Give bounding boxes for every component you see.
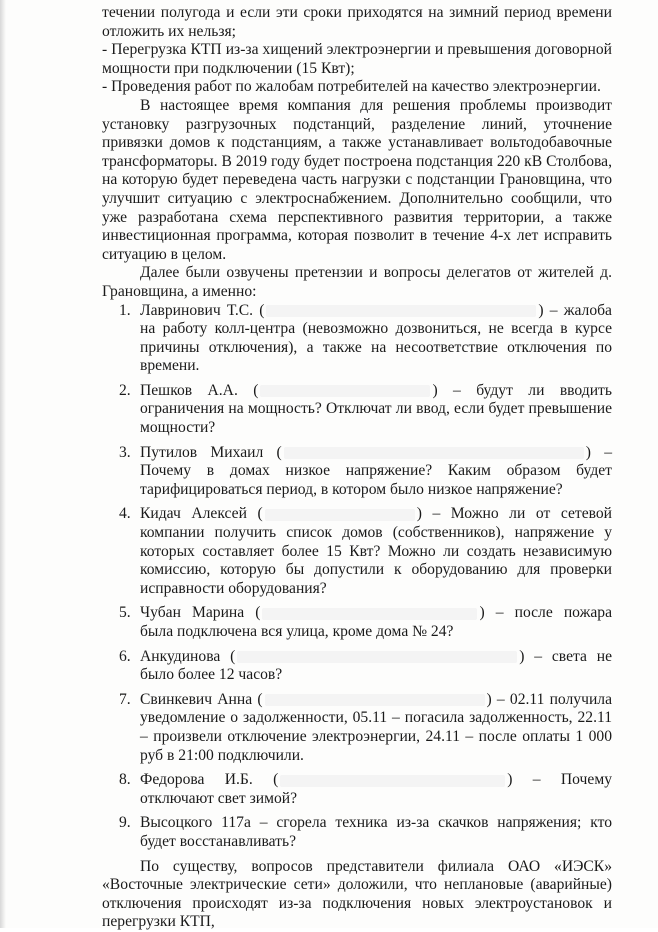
- redacted-region: [265, 509, 415, 521]
- delegate-questions-list: [102, 302, 612, 852]
- paragraph: - Перегрузка КТП из-за хищений электроэнергии и превышения договорной мощности при подключении (15 Квт);: [102, 41, 612, 77]
- list-item: [102, 382, 612, 438]
- paragraph: Далее были озвучены претензии и вопросы делегатов от жителей д. Грановщина, а именно:: [102, 264, 612, 300]
- item-number: 1.: [119, 301, 131, 319]
- item-number: 7.: [119, 690, 131, 708]
- item-number: 6.: [119, 647, 131, 665]
- list-item: [102, 648, 612, 685]
- item-text: уведомление о задолженности, 05.11 – погасила задолженность, 22.11 – произвели отключение электроэнергии, 24.11 – после оплаты 1 000 руб в 21:00 подключили.: [140, 709, 612, 764]
- item-name: Свинкевич Анна (: [140, 690, 263, 708]
- document-body: [102, 4, 612, 932]
- redacted-region: [265, 694, 485, 706]
- redacted-region: [237, 651, 517, 663]
- item-close: ) – жалоба: [538, 301, 612, 319]
- item-name: Анкудинова (: [140, 647, 236, 665]
- item-number: 4.: [119, 505, 131, 523]
- redacted-region: [262, 608, 477, 620]
- item-text: на работу колл-центра (невозможно дозвониться, не всегда в курсе причины отключения), а также на несоответствие отключения по времени.: [140, 320, 612, 375]
- paragraph: По существу, вопросов представители филиала ОАО «ИЭСК» «Восточные электрические сети» доложили, что неплановые (аварийные) отключения происходят из-за подключения новых электроустановок и перегрузки КТП,: [102, 857, 612, 931]
- item-name: Кидач Алексей (: [140, 505, 263, 523]
- redacted-region: [280, 775, 505, 787]
- item-text: свет зимой?: [217, 789, 298, 807]
- item-name: Федорова И.Б. (: [140, 771, 279, 789]
- item-number: 3.: [119, 443, 131, 461]
- list-item: [102, 691, 612, 765]
- item-close: ) – будут ли вводить: [432, 381, 612, 399]
- item-name: Лавринович Т.С. (: [140, 301, 265, 319]
- scan-edge: [0, 0, 6, 928]
- redacted-region: [284, 447, 584, 459]
- list-item: [102, 814, 612, 851]
- item-number: 5.: [119, 604, 131, 622]
- item-name: Чубан Марина (: [140, 604, 261, 622]
- item-text: подключена вся улица, кроме дома № 24?: [177, 623, 454, 640]
- item-number: 9.: [119, 814, 131, 832]
- item-close: ) – после пожара была: [140, 604, 612, 640]
- list-item: [102, 302, 612, 376]
- item-text: Почему в домах низкое напряжение? Каким образом будет тарифицироваться период, в котором было низкое напряжение?: [140, 462, 612, 498]
- item-number: 8.: [119, 771, 131, 789]
- item-name: Пешков А.А. (: [140, 381, 259, 399]
- list-item: [102, 505, 612, 598]
- item-close: ) – Почему отключают: [140, 771, 612, 807]
- list-item: [102, 604, 612, 641]
- list-item: [102, 771, 612, 808]
- item-text: было более 12 часов?: [140, 666, 283, 684]
- item-text: Высоцкого 117а – сгорела техника из-за скачков напряжения; кто будет восстанавливать?: [140, 814, 612, 850]
- paragraph: течении полугода и если эти сроки приходятся на зимний период времени отложить их нельзя;: [102, 4, 612, 40]
- paragraph: В настоящее время компания для решения проблемы производит установку разгрузочных подстанций, разделение линий, уточнение привязки домов к подстанциям, а также устанавливает вольтодобавочные трансформаторы. В 2019 году будет построена подстанция 220 кВ Столбова, на которую будет переведена часть нагрузки с подстанции Грановщина, что улучшит ситуацию с электроснабжением. Дополнительно сообщили, что уже разработана схема перспективного развития территории, а также инвестиционная программа, которая позволит в течение 4-х лет исправить ситуацию в целом.: [102, 96, 612, 263]
- paragraph: - Проведения работ по жалобам потребителей на качество электроэнергии.: [102, 78, 601, 96]
- list-item: [102, 444, 612, 500]
- redacted-region: [266, 305, 536, 317]
- redacted-region: [260, 385, 430, 397]
- item-close: ) –: [585, 443, 613, 461]
- item-text: ограничения на мощность? Отключат ли ввод, если будет превышение мощности?: [140, 400, 612, 437]
- item-text: компании получить список домов (собственников), напряжение у которых составляет более 15 Квт? Можно ли создать независимую комиссию, которую бы допустили к оборудованию для проверки исправности оборудования?: [140, 524, 612, 597]
- item-close: ) – света не: [519, 647, 612, 665]
- item-name: Путилов Михаил (: [140, 443, 282, 461]
- item-close: ) – 02.11 получила: [486, 690, 612, 708]
- item-close: ) – Можно ли от сетевой: [416, 505, 613, 523]
- item-number: 2.: [119, 381, 131, 399]
